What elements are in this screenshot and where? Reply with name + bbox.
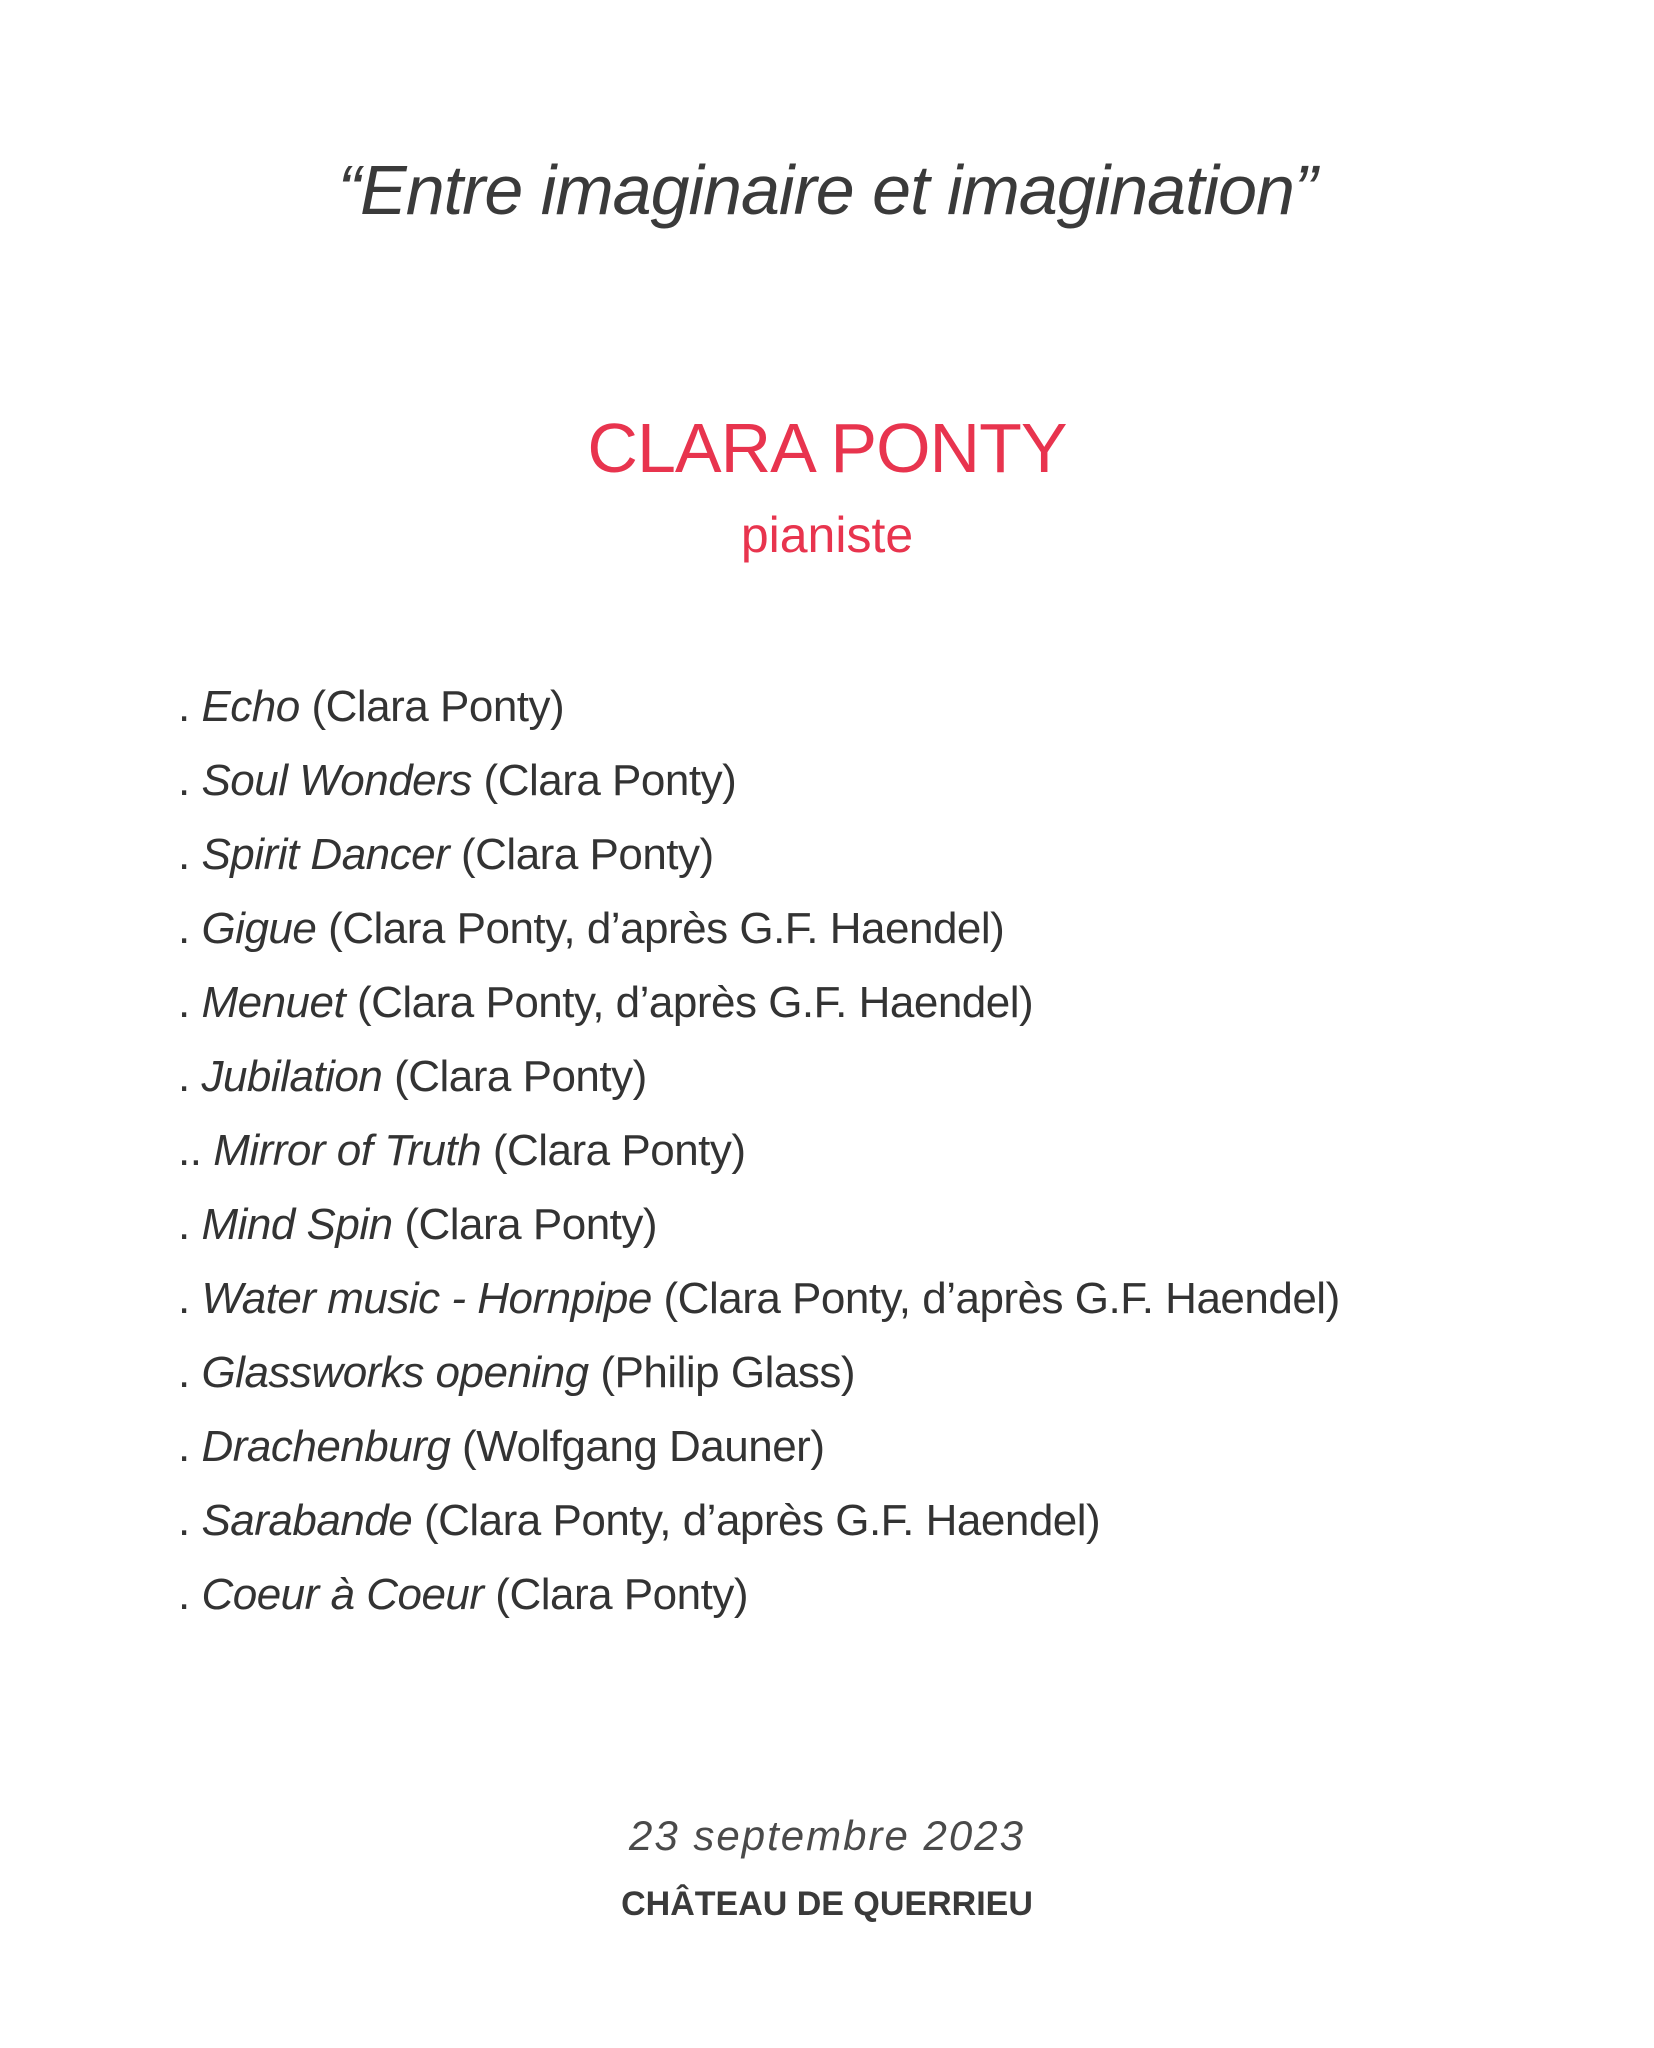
piece-title: Soul Wonders [201, 756, 472, 805]
artist-name: CLARA PONTY [587, 409, 1067, 487]
item-bullet: . [178, 1422, 202, 1471]
piece-credit: (Clara Ponty) [471, 756, 737, 805]
piece-title: Water music - Hornpipe [201, 1274, 652, 1323]
concert-title: “Entre imaginaire et imagination” [337, 151, 1317, 229]
artist-role: pianiste [740, 507, 914, 563]
piece-title: Glassworks opening [201, 1348, 589, 1397]
program-item [178, 1558, 1478, 1632]
program-item [178, 670, 1478, 744]
item-bullet: . [178, 1348, 202, 1397]
piece-title: Echo [201, 682, 300, 731]
program-item [178, 1262, 1478, 1336]
item-bullet: . [178, 1274, 202, 1323]
item-bullet: . [178, 756, 202, 805]
piece-credit: (Philip Glass) [588, 1348, 855, 1397]
piece-credit: (Clara Ponty) [483, 1570, 748, 1619]
piece-title: Drachenburg [201, 1422, 451, 1471]
piece-title: Menuet [201, 978, 346, 1027]
item-bullet: . [178, 1570, 202, 1619]
item-bullet: . [178, 1496, 202, 1545]
program-list [178, 670, 1478, 1632]
item-bullet: . [178, 1200, 202, 1249]
piece-credit: (Clara Ponty) [299, 682, 565, 731]
program-item [178, 1484, 1478, 1558]
piece-credit: (Clara Ponty, d’après G.F. Haendel) [651, 1274, 1340, 1323]
program-item [178, 744, 1478, 818]
piece-credit: (Clara Ponty) [449, 830, 714, 879]
piece-credit: (Clara Ponty, d’après G.F. Haendel) [316, 904, 1005, 953]
program-item [178, 1114, 1478, 1188]
program-item [178, 966, 1478, 1040]
item-bullet: . [178, 682, 202, 731]
event-venue: CHÂTEAU DE QUERRIEU [621, 1885, 1033, 1923]
program-item [178, 818, 1478, 892]
piece-title: Jubilation [201, 1052, 383, 1101]
piece-title: Sarabande [201, 1496, 413, 1545]
program-item [178, 1410, 1478, 1484]
piece-credit: (Clara Ponty, d’après G.F. Haendel) [412, 1496, 1101, 1545]
piece-title: Mirror of Truth [213, 1126, 482, 1175]
item-bullet: .. [178, 1126, 214, 1175]
piece-credit: (Clara Ponty, d’après G.F. Haendel) [345, 978, 1034, 1027]
program-item [178, 1336, 1478, 1410]
piece-credit: (Clara Ponty) [481, 1126, 746, 1175]
item-bullet: . [178, 830, 202, 879]
piece-title: Spirit Dancer [201, 830, 450, 879]
program-item [178, 1188, 1478, 1262]
piece-title: Gigue [201, 904, 317, 953]
piece-credit: (Clara Ponty) [392, 1200, 658, 1249]
item-bullet: . [178, 978, 202, 1027]
piece-title: Coeur à Coeur [201, 1570, 484, 1619]
program-item [178, 1040, 1478, 1114]
program-item [178, 892, 1478, 966]
piece-credit: (Clara Ponty) [382, 1052, 647, 1101]
piece-title: Mind Spin [201, 1200, 393, 1249]
item-bullet: . [178, 1052, 202, 1101]
event-date: 23 septembre 2023 [629, 1812, 1025, 1859]
piece-credit: (Wolfgang Dauner) [450, 1422, 825, 1471]
item-bullet: . [178, 904, 202, 953]
